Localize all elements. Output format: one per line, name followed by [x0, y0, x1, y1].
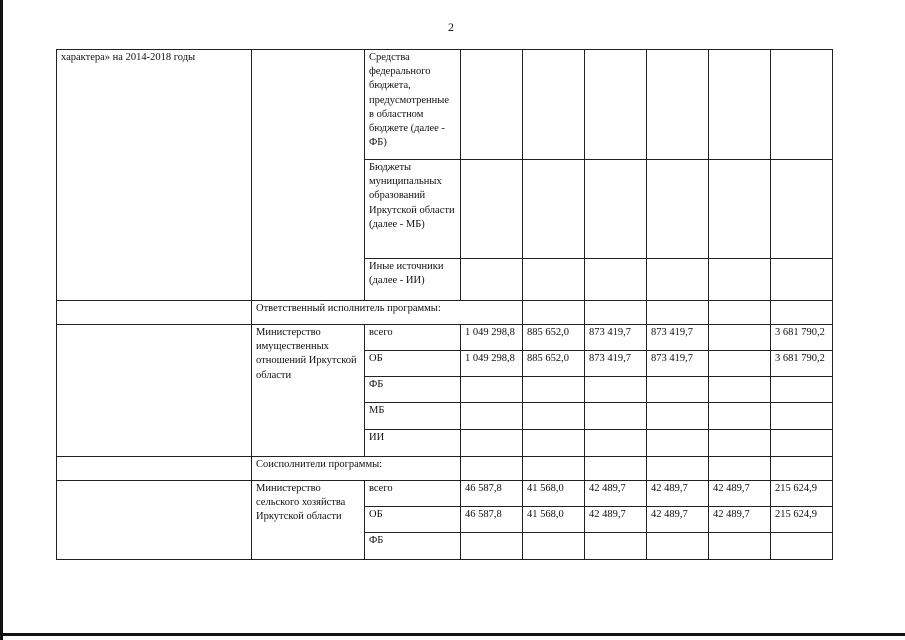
table-row: [57, 457, 833, 481]
value-cell: [461, 430, 523, 457]
value-cell: [709, 403, 771, 430]
value-cell: 42 489,7: [585, 481, 647, 507]
value-cell: 42 489,7: [585, 507, 647, 533]
value-cell: 215 624,9: [771, 507, 833, 533]
value-cell: 885 652,0: [523, 325, 585, 351]
value-cell: 42 489,7: [709, 507, 771, 533]
value-cell: 1 049 298,8: [461, 325, 523, 351]
source-fb-full: Средства федерального бюджета, предусмотренные в областном бюджете (далее - ФБ): [365, 50, 461, 160]
value-cell: [709, 430, 771, 457]
value-cell: 42 489,7: [709, 481, 771, 507]
value-cell: [523, 533, 585, 560]
value-cell: 1 049 298,8: [461, 351, 523, 377]
empty-cell: [57, 481, 252, 560]
value-cell: [647, 533, 709, 560]
responsible-header: Ответственный исполнитель программы:: [252, 301, 523, 325]
value-cell: [771, 377, 833, 403]
empty-cell: [57, 301, 252, 325]
row-label: всего: [365, 481, 461, 507]
value-cell: [523, 377, 585, 403]
row-label: ИИ: [365, 430, 461, 457]
table-row: [57, 325, 833, 351]
value-cell: 3 681 790,2: [771, 351, 833, 377]
source-ii-full: Иные источники (далее - ИИ): [365, 259, 461, 301]
empty-cell: [57, 325, 252, 457]
value-cell: [461, 533, 523, 560]
value-cell: 42 489,7: [647, 481, 709, 507]
table-row: [57, 481, 833, 507]
scan-bottom-edge: [0, 633, 905, 636]
coexecutors-header: Соисполнители программы:: [252, 457, 461, 481]
empty-cell: [252, 50, 365, 301]
program-funding-table: [56, 49, 833, 560]
row-label: ОБ: [365, 507, 461, 533]
value-cell: [523, 430, 585, 457]
value-cell: [461, 377, 523, 403]
empty-cell: [57, 457, 252, 481]
row-label: ФБ: [365, 377, 461, 403]
responsible-name: Министерство имущественных отношений Иркутской области: [252, 325, 365, 457]
value-cell: 41 568,0: [523, 481, 585, 507]
value-cell: [585, 533, 647, 560]
row-label: ОБ: [365, 351, 461, 377]
table-row: [57, 50, 833, 160]
value-cell: [461, 403, 523, 430]
value-cell: [647, 377, 709, 403]
value-cell: [585, 430, 647, 457]
value-cell: 3 681 790,2: [771, 325, 833, 351]
value-cell: [709, 325, 771, 351]
source-mb-full: Бюджеты муниципальных образований Иркутской области (далее - МБ): [365, 160, 461, 259]
value-cell: 42 489,7: [647, 507, 709, 533]
value-cell: [709, 351, 771, 377]
row-label: всего: [365, 325, 461, 351]
value-cell: 41 568,0: [523, 507, 585, 533]
value-cell: [647, 403, 709, 430]
value-cell: 215 624,9: [771, 481, 833, 507]
value-cell: [709, 533, 771, 560]
value-cell: 873 419,7: [585, 351, 647, 377]
scan-left-edge: [0, 0, 3, 640]
row-label: ФБ: [365, 533, 461, 560]
value-cell: [585, 403, 647, 430]
value-cell: 885 652,0: [523, 351, 585, 377]
program-name-cell: характера» на 2014-2018 годы: [57, 50, 252, 301]
value-cell: [771, 533, 833, 560]
value-cell: 873 419,7: [585, 325, 647, 351]
value-cell: [523, 403, 585, 430]
page-number: 2: [448, 20, 454, 34]
value-cell: 873 419,7: [647, 351, 709, 377]
value-cell: [771, 430, 833, 457]
value-cell: 46 587,8: [461, 507, 523, 533]
value-cell: [771, 403, 833, 430]
value-cell: [585, 377, 647, 403]
value-cell: [647, 430, 709, 457]
row-label: МБ: [365, 403, 461, 430]
coexecutor-name: Министерство сельского хозяйства Иркутской области: [252, 481, 365, 560]
value-cell: [709, 377, 771, 403]
table-row: [57, 301, 833, 325]
value-cell: 46 587,8: [461, 481, 523, 507]
value-cell: 873 419,7: [647, 325, 709, 351]
